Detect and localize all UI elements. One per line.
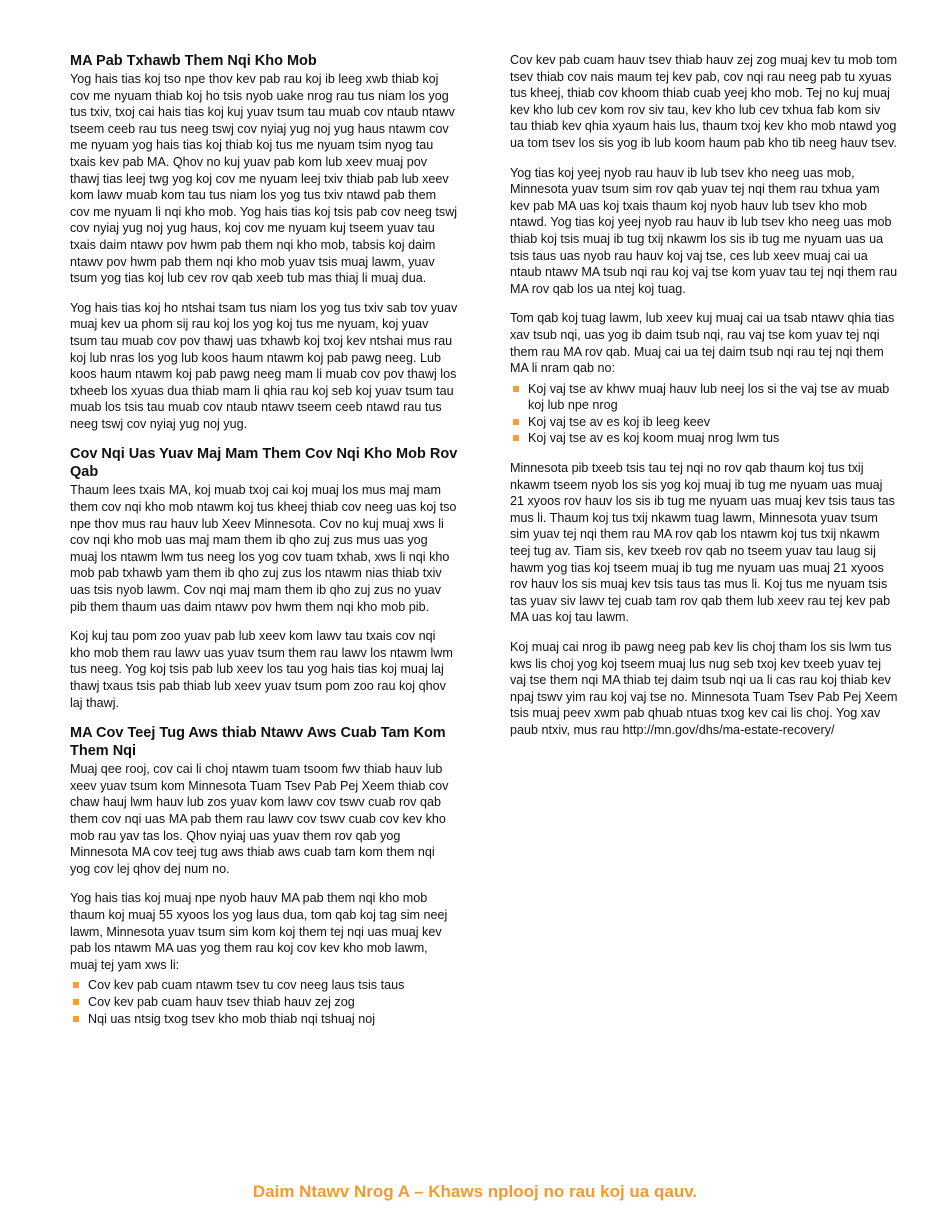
section-ma-medical-support bbox=[70, 52, 458, 432]
paragraph: Yog tias koj yeej nyob rau hauv ib lub tsev kho neeg uas mob, Minnesota yuav tsum sim rov qab yuav tej nqi them rau txhua yam kev pab MA uas koj txais thaum koj nyob hauv lub tsev kho mob ntawd. Yog tias koj yeej nyob rau hauv ib lub tsev kho neeg uas mob thiab koj tsis muaj ib tug txij nkawm los sis ib tug me nyuam uas ua tsis taus uas nyob rau hauv koj vaj tse, ces lub xeev muaj cai ua ntaub ntawv MA tsub nqi rau koj vaj tse kom yuav tau tej nqi them rau MA rov qab los ua ntej koj tuag. bbox=[510, 165, 898, 296]
footer-note: Daim Ntawv Nrog A – Khaws nplooj no rau koj ua qauv. bbox=[252, 1182, 698, 1201]
square-bullet-icon bbox=[513, 435, 519, 441]
paragraph: Tom qab koj tuag lawm, lub xeev kuj muaj cai ua tsab ntawv qhia tias xav tsub nqi, uas yog ib daim tsub nqi, rau vaj tse kom yuav tej nqi them rau MA rov qab. Muaj cai ua tej daim tsub nqi rau tej nqi them MA li nram qab no: bbox=[510, 311, 895, 376]
paragraph: Yog hais tias koj ho ntshai tsam tus niam los yog tus txiv sab tov yuav muaj kev ua phom sij rau koj los yog koj tus me nyuam, koj yuav tsum tau muab cov pov thawj uas txhawb koj txoj kev ntshai mus rau koj lub nras los yog lub koos haum ntawm koj pab pawg neeg. Lub koos haum ntawm koj pab pawg neeg mam li muab cov pov thawj los txheeb los xyuas dua thiab mam li qhia rau koj seb koj yuav tsum tau muab los tsis tau muab cov ntaub ntawv tseem ceeb ntawd rau tus neeg tswj cov nyiaj yug noj yug. bbox=[70, 300, 458, 431]
left-column bbox=[70, 52, 458, 1040]
section-estate-recovery bbox=[70, 724, 458, 1027]
paragraph: Minnesota pib txeeb tsis tau tej nqi no rov qab thaum koj tus txij nkawm tseem nyob los sis yog koj muaj ib tug me nyuam uas muaj 21 xyoos rov hauv los sis ib tug me nyuam uas muaj kev tsis taus tas mus li. Thaum koj tus txij nkawm tuag lawm, Minnesota yuav tsum sim yuav tej nqi them rau MA rov qab los ntawm koj tus txij nkawm teej tug av. Tiam sis, kev txeeb rov qab no tseem yuav tau laug sij hawm yog tias koj tseem muaj ib tug me nyuam uas muaj 21 xyoos rov hauv los sis muaj kev tsis taus tas mus li. Koj tus me nyuam tsis tas yuav siv lawv tej cuab tam rov qab them lub xeev rau tej kev pab MA uas koj tau lawm. bbox=[510, 461, 895, 625]
paragraph: Cov kev pab cuam hauv tsev thiab hauv zej zog muaj kev tu mob tom tsev thiab cov nais maum tej kev pab, cov nqi rau neeg pab tu xyuas tus kheej, thiab cov khoom thiab cuab yeej kho mob. Tej no kuj muaj kev kho lub cev kom rov siv tau, kev kho lub cev txhua fab kom siv tau thiab kev qhia xyaum hais lus, thaum txoj kev kho mob ntawd yog ua tom tsev los sis yog ib lub koom haum pab kho tib neeg hauv tsev. bbox=[510, 53, 898, 150]
list-item: Koj vaj tse av khwv muaj hauv lub neej los si the vaj tse av muab koj lub npe nrog bbox=[510, 381, 898, 414]
right-column bbox=[510, 52, 898, 752]
section-heading: Cov Nqi Uas Yuav Maj Mam Them Cov Nqi Kho Mob Rov Qab bbox=[70, 446, 458, 481]
square-bullet-icon bbox=[513, 386, 519, 392]
list-item: Cov kev pab cuam ntawm tsev tu cov neeg laus tsis taus bbox=[70, 977, 458, 994]
section-heading: MA Cov Teej Tug Aws thiab Ntawv Aws Cuab Tam Kom Them Nqi bbox=[70, 725, 446, 760]
paragraph: Muaj qee rooj, cov cai li choj ntawm tuam tsoom fwv thiab hauv lub xeev yuav tsum kom Minnesota Tuam Tsev Pab Pej Xeem thiab cov chaw hauj lwm hauv lub zos yuav kom lawv cov tswv cuab rov qab them cov nqi uas MA pab them rau lawv cov tswv cuab cov kev kho mob rau yav tas los. Qhov nyiaj uas yuav them rov qab yog Minnesota MA cov teej tug aws thiab aws cuab tam kom them nqi yog cov lej qhov dej num no. bbox=[70, 762, 449, 876]
bullet-list bbox=[510, 381, 898, 447]
section-payment-assignment bbox=[70, 445, 458, 711]
section-heading: MA Pab Txhawb Them Nqi Kho Mob bbox=[70, 53, 317, 69]
list-item: Cov kev pab cuam hauv tsev thiab hauv zej zog bbox=[70, 994, 458, 1011]
list-item: Koj vaj tse av es koj koom muaj nrog lwm tus bbox=[510, 430, 898, 447]
square-bullet-icon bbox=[73, 982, 79, 988]
square-bullet-icon bbox=[73, 1016, 79, 1022]
paragraph: Yog hais tias koj muaj npe nyob hauv MA pab them nqi kho mob thaum koj muaj 55 xyoos los yog laus dua, tom qab koj tag sim neej lawm, Minnesota yuav tsum sim kom koj them tej nqi uas muaj kev pab los ntawm MA uas yog them rau koj cov kev kho mob lawm, muaj tej yam xws li: bbox=[70, 891, 448, 972]
paragraph: Koj muaj cai nrog ib pawg neeg pab kev lis choj tham los sis lwm tus kws lis choj yog koj tseem muaj lus nug seb txoj kev txeeb yuav tej vaj tse them nqi MA thiab tej daim tsub nqi ua li cas rau koj thiab kev npaj tswv yim rau koj vaj tse no. Minnesota Tuam Tsev Pab Pej Xeem tsis muaj peev xwm pab qhuab ntuas txog kev cai lis choj. Yog xav paub ntxiv, mus rau http://mn.gov/dhs/ma-estate-recovery/ bbox=[510, 640, 898, 737]
square-bullet-icon bbox=[513, 419, 519, 425]
bullet-list bbox=[70, 977, 458, 1027]
paragraph: Koj kuj tau pom zoo yuav pab lub xeev kom lawv tau txais cov nqi kho mob them rau lawv uas yuav tsum them rau lawv los ntawm lwm tus neeg. Yog koj tsis pab lub xeev los tau yog hais tias koj muaj laj thawj txaus tsis pab thiab lub xeev yuav tsum pom zoo rau koj qhov laj thawj. bbox=[70, 629, 453, 710]
paragraph: Thaum lees txais MA, koj muab txoj cai koj muaj los mus maj mam them cov nqi kho mob ntawm koj tus kheej thiab cov neeg uas koj tso npe thov mus rau hauv lub Xeev Minnesota. Cov no kuj muaj xws li cov nqi kho mob uas maj mam them ib qho zuj zus mus uas yog muaj los ntawm lwm tus neeg los yog cov tuam txhab, xws li nqi kho mob pab txhawb yam them ib qho zuj zus los ntawm nias thiab txiv uas tsis nyob lawm. Cov nqi maj mam them ib qho zuj zus no yuav pib them thaum uas daim ntawv pov hwm them nqi kho mob pib. bbox=[70, 483, 457, 614]
list-item: Nqi uas ntsig txog tsev kho mob thiab nqi tshuaj noj bbox=[70, 1011, 458, 1028]
paragraph: Yog hais tias koj tso npe thov kev pab rau koj ib leeg xwb thiab koj cov me nyuam thiab koj ho tsis nyob uake nrog rau tus niam los yog tus txiv, txoj cai hais tias koj kuj yuav tsum tau muab cov ntaub ntawv tseem ceeb rau tus neeg tswj cov nyiaj yug noj yug haus ntawm cov me nyuam yog hais tias koj thiab koj tus me nyuam tsim nyog tau txais kev pab MA. Qhov no kuj yuav pab kom lub xeev muaj pov thawj tias leej twg yog koj cov me nyuam leej txiv thiab pab lub xeev kom lawv muab kom tau tus niam los yog tus txiv ntawd pab them cov me nyuam li nqi kho mob. Yog hais tias koj tsis pab cov neeg tswj cov nyiaj yug noj yug haus, koj cov me nyuam kuj tseem yuav tau txais daim ntawv pov hwm pab them nqi kho mob, tabsis koj daim ntawv pov hwm pab them nqi kho mob yuav tsis muaj lawm, yuav tsum yog tias koj lub cev rov qab xeeb tub mas thiaj li muaj dua. bbox=[70, 72, 458, 286]
list-item: Koj vaj tse av es koj ib leeg keev bbox=[510, 414, 898, 431]
square-bullet-icon bbox=[73, 999, 79, 1005]
